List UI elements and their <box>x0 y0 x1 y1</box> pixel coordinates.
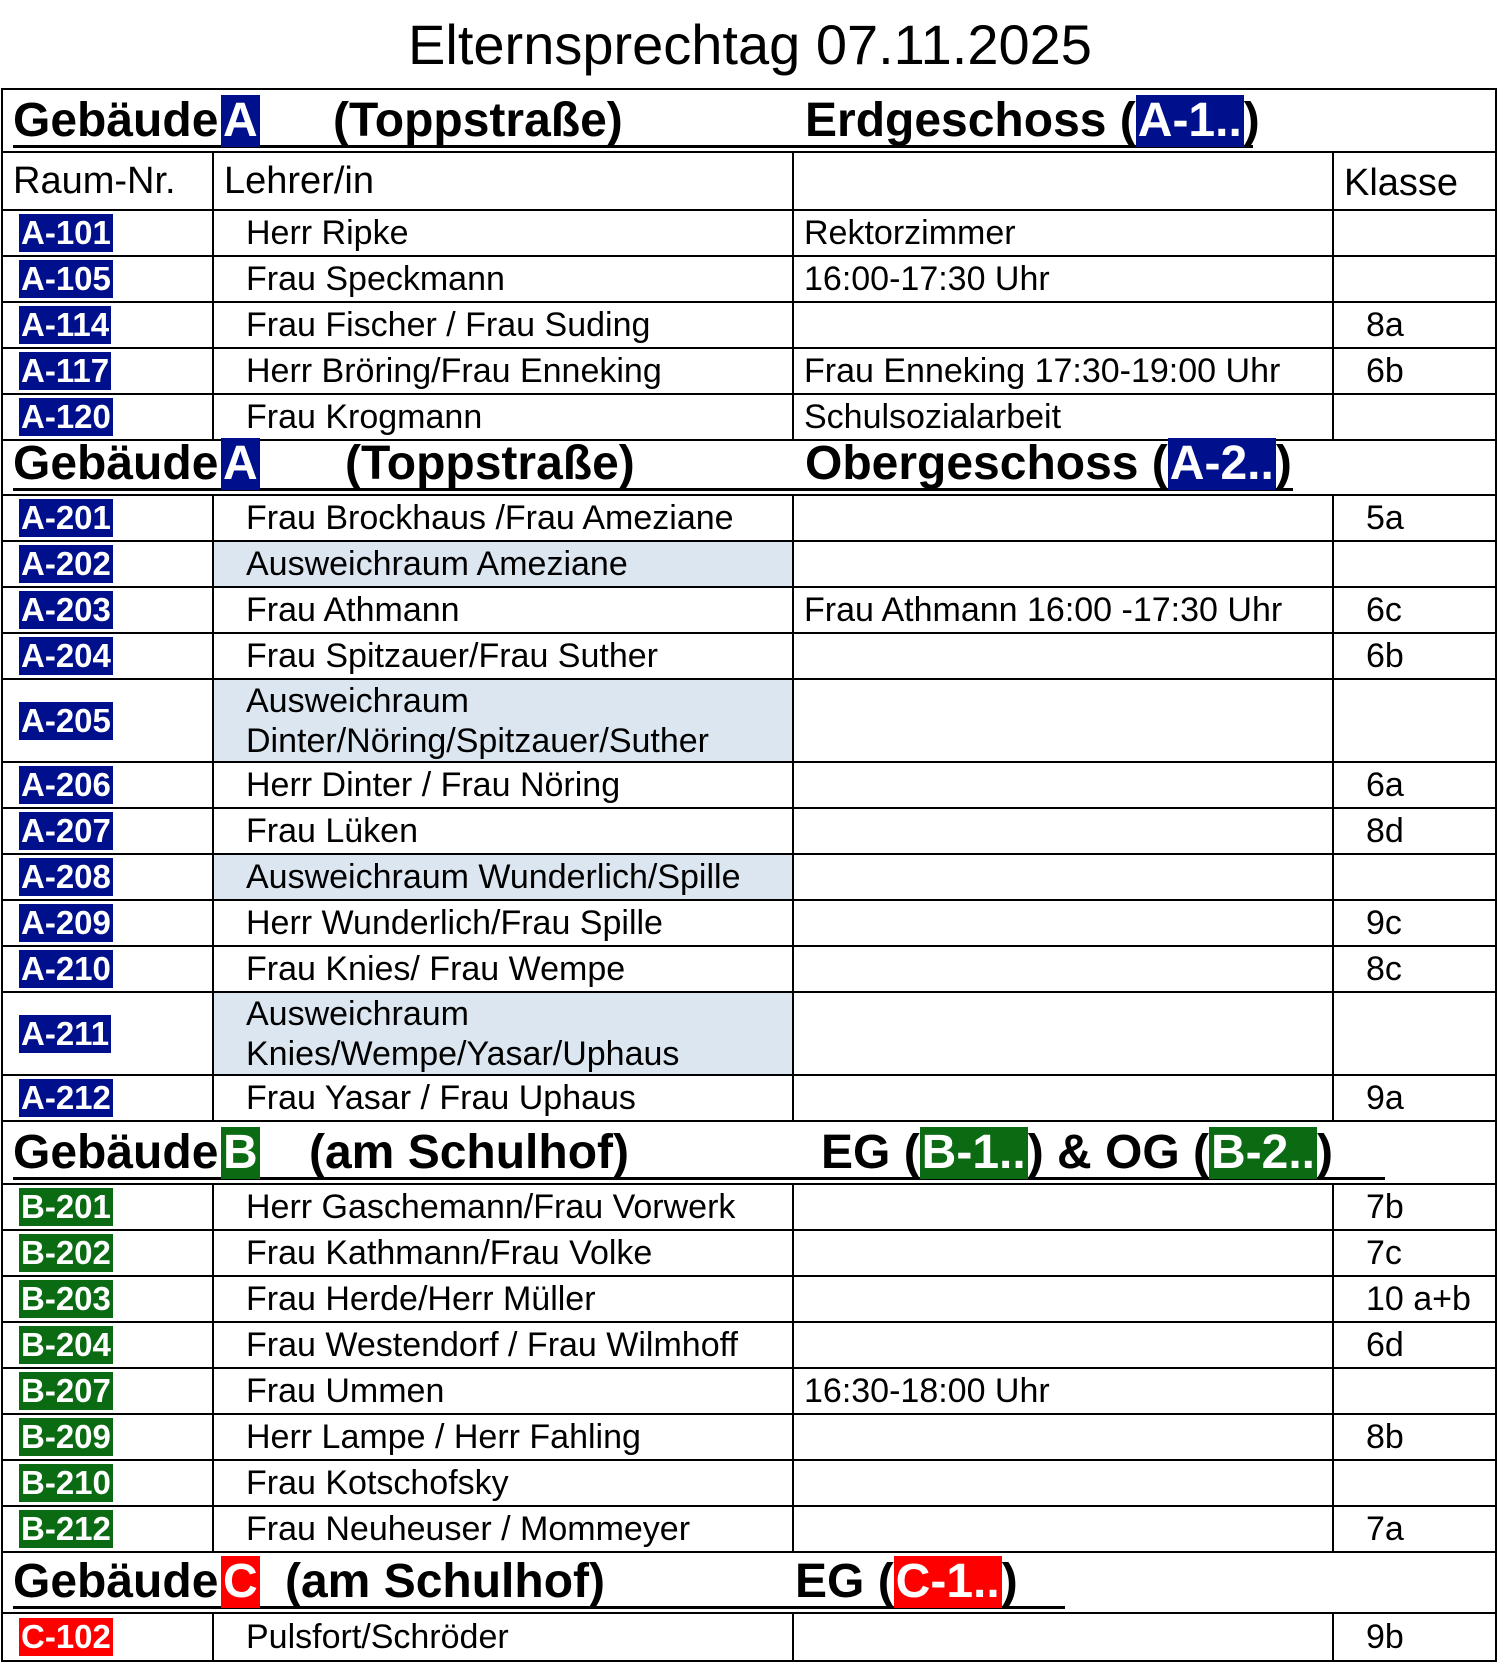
room-badge: B-209 <box>21 1418 111 1455</box>
note-cell <box>794 1461 1334 1505</box>
floor-label: Erdgeschoss ( <box>805 94 1136 147</box>
class-cell <box>1334 542 1495 586</box>
teacher-cell: Frau Knies/ Frau Wempe <box>214 947 794 991</box>
class-cell: 8a <box>1366 305 1404 344</box>
teacher-line: Ausweichraum <box>246 994 469 1033</box>
floor-label: EG ( <box>795 1555 894 1608</box>
room-badge: A-101 <box>21 214 111 251</box>
room-badge: A-209 <box>21 904 111 941</box>
room-badge: A-210 <box>21 950 111 987</box>
class-cell: 6d <box>1366 1325 1404 1364</box>
table-row <box>3 1076 1495 1122</box>
room-badge: B-204 <box>21 1326 111 1363</box>
section-header-c <box>3 1553 1495 1614</box>
class-cell <box>1334 395 1495 439</box>
class-cell: 10 a+b <box>1366 1279 1471 1318</box>
note-cell <box>794 680 1334 761</box>
note-cell: 16:00-17:30 Uhr <box>794 257 1334 301</box>
section-label: Gebäude <box>13 437 219 490</box>
room-badge: A-114 <box>21 306 110 343</box>
class-cell: 8b <box>1366 1417 1404 1456</box>
table-row <box>3 349 1495 395</box>
header-teacher: Lehrer/in <box>214 153 794 209</box>
teacher-cell: Frau Herde/Herr Müller <box>214 1277 794 1321</box>
class-cell: 8d <box>1366 811 1404 850</box>
room-badge: A-207 <box>21 812 111 849</box>
note-cell: Frau Enneking 17:30-19:00 Uhr <box>794 349 1334 393</box>
class-cell <box>1334 1461 1495 1505</box>
street-name: (Toppstraße) <box>345 437 635 490</box>
floor-code: C-1.. <box>895 1555 1000 1608</box>
room-badge: A-208 <box>21 858 111 895</box>
room-badge: B-202 <box>21 1234 111 1271</box>
table-row <box>3 211 1495 257</box>
building-letter: A <box>223 437 258 490</box>
teacher-cell: Frau Kathmann/Frau Volke <box>214 1231 794 1275</box>
note-cell: 16:30-18:00 Uhr <box>794 1369 1334 1413</box>
floor-label: Obergeschoss ( <box>805 437 1168 490</box>
table-row <box>3 1507 1495 1553</box>
table-row <box>3 395 1495 441</box>
note-cell <box>794 1076 1334 1120</box>
table-row <box>3 303 1495 349</box>
class-cell: 6b <box>1366 351 1404 390</box>
teacher-cell: Frau Spitzauer/Frau Suther <box>214 634 794 678</box>
room-badge: A-201 <box>21 499 111 536</box>
note-cell <box>794 1415 1334 1459</box>
page-title: Elternsprechtag 07.11.2025 <box>408 13 1092 76</box>
note-cell <box>794 763 1334 807</box>
teacher-cell: Herr Wunderlich/Frau Spille <box>214 901 794 945</box>
table-row <box>3 634 1495 680</box>
class-cell: 6a <box>1366 765 1404 804</box>
building-letter: C <box>223 1555 258 1608</box>
class-cell: 7b <box>1366 1187 1404 1226</box>
class-cell: 5a <box>1366 498 1404 537</box>
section-label: Gebäude <box>13 1126 219 1179</box>
table-row <box>3 1277 1495 1323</box>
teacher-cell: Ausweichraum Wunderlich/Spille <box>214 855 794 899</box>
class-cell <box>1334 211 1495 255</box>
floor-close: ) <box>1001 1555 1018 1608</box>
teacher-line: Ausweichraum <box>246 681 469 720</box>
table-row <box>3 1614 1495 1660</box>
teacher-cell: Frau Krogmann <box>214 395 794 439</box>
floor-mid: ) & OG ( <box>1027 1126 1209 1179</box>
room-badge: A-206 <box>21 766 111 803</box>
class-cell: 6c <box>1366 590 1402 629</box>
note-cell <box>794 1323 1334 1367</box>
class-cell: 6b <box>1366 636 1404 675</box>
teacher-cell: Frau Fischer / Frau Suding <box>214 303 794 347</box>
class-cell: 9a <box>1366 1078 1404 1117</box>
table-row <box>3 1323 1495 1369</box>
building-letter: B <box>223 1126 258 1179</box>
teacher-cell: Herr Dinter / Frau Nöring <box>214 763 794 807</box>
teacher-cell: Frau Yasar / Frau Uphaus <box>214 1076 794 1120</box>
class-cell <box>1334 1369 1495 1413</box>
floor-code: B-1.. <box>921 1126 1026 1179</box>
table-row <box>3 809 1495 855</box>
teacher-cell: Herr Gaschemann/Frau Vorwerk <box>214 1185 794 1229</box>
street-name: (am Schulhof) <box>309 1126 629 1179</box>
table-row <box>3 1461 1495 1507</box>
note-cell: Frau Athmann 16:00 -17:30 Uhr <box>794 588 1334 632</box>
note-cell <box>794 542 1334 586</box>
note-cell <box>794 1507 1334 1551</box>
teacher-cell: Frau Kotschofsky <box>214 1461 794 1505</box>
building-letter: A <box>223 94 258 147</box>
room-badge: B-203 <box>21 1280 111 1317</box>
section-label: Gebäude <box>13 94 219 147</box>
table-row <box>3 680 1495 763</box>
floor-label: EG ( <box>821 1126 920 1179</box>
note-cell <box>794 1185 1334 1229</box>
table-row <box>3 855 1495 901</box>
teacher-cell: Herr Bröring/Frau Enneking <box>214 349 794 393</box>
floor-code: A-1.. <box>1137 94 1242 147</box>
header-note <box>794 153 1334 209</box>
table-row <box>3 496 1495 542</box>
room-badge: A-211 <box>21 1014 110 1052</box>
street-name: (Toppstraße) <box>333 94 623 147</box>
header-class: Klasse <box>1344 162 1459 204</box>
room-badge: A-203 <box>21 591 111 628</box>
teacher-cell: Herr Ripke <box>214 211 794 255</box>
room-badge: B-201 <box>21 1188 111 1225</box>
note-cell <box>794 496 1334 540</box>
street-name: (am Schulhof) <box>285 1555 605 1608</box>
teacher-cell: Herr Lampe / Herr Fahling <box>214 1415 794 1459</box>
header-room: Raum-Nr. <box>3 153 214 209</box>
room-badge: A-117 <box>21 352 110 389</box>
room-badge: B-207 <box>21 1372 111 1409</box>
class-cell <box>1334 680 1495 761</box>
class-cell <box>1334 993 1495 1074</box>
teacher-cell: Frau Speckmann <box>214 257 794 301</box>
note-cell: Rektorzimmer <box>794 211 1334 255</box>
table-row <box>3 1185 1495 1231</box>
teacher-line: Knies/Wempe/Yasar/Uphaus <box>246 1034 680 1073</box>
table-row <box>3 257 1495 303</box>
teacher-cell: Frau Ummen <box>214 1369 794 1413</box>
note-cell <box>794 947 1334 991</box>
class-cell: 9c <box>1366 903 1402 942</box>
floor-close: ) <box>1275 437 1292 490</box>
teacher-cell: Pulsfort/Schröder <box>214 1614 794 1660</box>
room-badge: B-210 <box>21 1464 111 1501</box>
room-badge: C-102 <box>21 1618 111 1655</box>
room-badge: A-202 <box>21 545 111 582</box>
note-cell <box>794 303 1334 347</box>
section-label: Gebäude <box>13 1555 219 1608</box>
table-row <box>3 993 1495 1076</box>
schedule-table <box>1 88 1497 1662</box>
table-row <box>3 542 1495 588</box>
table-row <box>3 901 1495 947</box>
class-cell: 7c <box>1366 1233 1402 1272</box>
note-cell <box>794 809 1334 853</box>
table-row <box>3 763 1495 809</box>
column-header-row <box>3 153 1495 211</box>
room-badge: A-205 <box>21 701 111 739</box>
teacher-cell <box>214 680 794 761</box>
floor-close: ) <box>1243 94 1260 147</box>
room-badge: A-212 <box>21 1079 111 1116</box>
table-row <box>3 588 1495 634</box>
section-header-b <box>3 1122 1495 1185</box>
note-cell <box>794 993 1334 1074</box>
class-cell <box>1334 855 1495 899</box>
note-cell <box>794 1231 1334 1275</box>
teacher-cell: Frau Lüken <box>214 809 794 853</box>
class-cell: 7a <box>1366 1509 1404 1548</box>
floor-code-2: B-2.. <box>1211 1126 1316 1179</box>
room-badge: A-120 <box>21 398 111 435</box>
table-row <box>3 1415 1495 1461</box>
table-row <box>3 1369 1495 1415</box>
note-cell <box>794 901 1334 945</box>
table-row <box>3 947 1495 993</box>
note-cell <box>794 1614 1334 1660</box>
room-badge: B-212 <box>21 1510 111 1547</box>
table-row <box>3 1231 1495 1277</box>
note-cell <box>794 855 1334 899</box>
teacher-cell <box>214 993 794 1074</box>
note-cell: Schulsozialarbeit <box>794 395 1334 439</box>
floor-code: A-2.. <box>1169 437 1274 490</box>
section-header-a2 <box>3 437 1495 496</box>
teacher-cell: Ausweichraum Ameziane <box>214 542 794 586</box>
class-cell <box>1334 257 1495 301</box>
class-cell: 9b <box>1366 1617 1404 1656</box>
teacher-cell: Frau Neuheuser / Mommeyer <box>214 1507 794 1551</box>
class-cell: 8c <box>1366 949 1402 988</box>
room-badge: A-105 <box>21 260 111 297</box>
teacher-cell: Frau Brockhaus /Frau Ameziane <box>214 496 794 540</box>
room-badge: A-204 <box>21 637 111 674</box>
note-cell <box>794 1277 1334 1321</box>
floor-close: ) <box>1317 1126 1333 1179</box>
teacher-line: Dinter/Nöring/Spitzauer/Suther <box>246 721 710 760</box>
teacher-cell: Frau Westendorf / Frau Wilmhoff <box>214 1323 794 1367</box>
teacher-cell: Frau Athmann <box>214 588 794 632</box>
note-cell <box>794 634 1334 678</box>
section-header-a1 <box>3 90 1495 153</box>
